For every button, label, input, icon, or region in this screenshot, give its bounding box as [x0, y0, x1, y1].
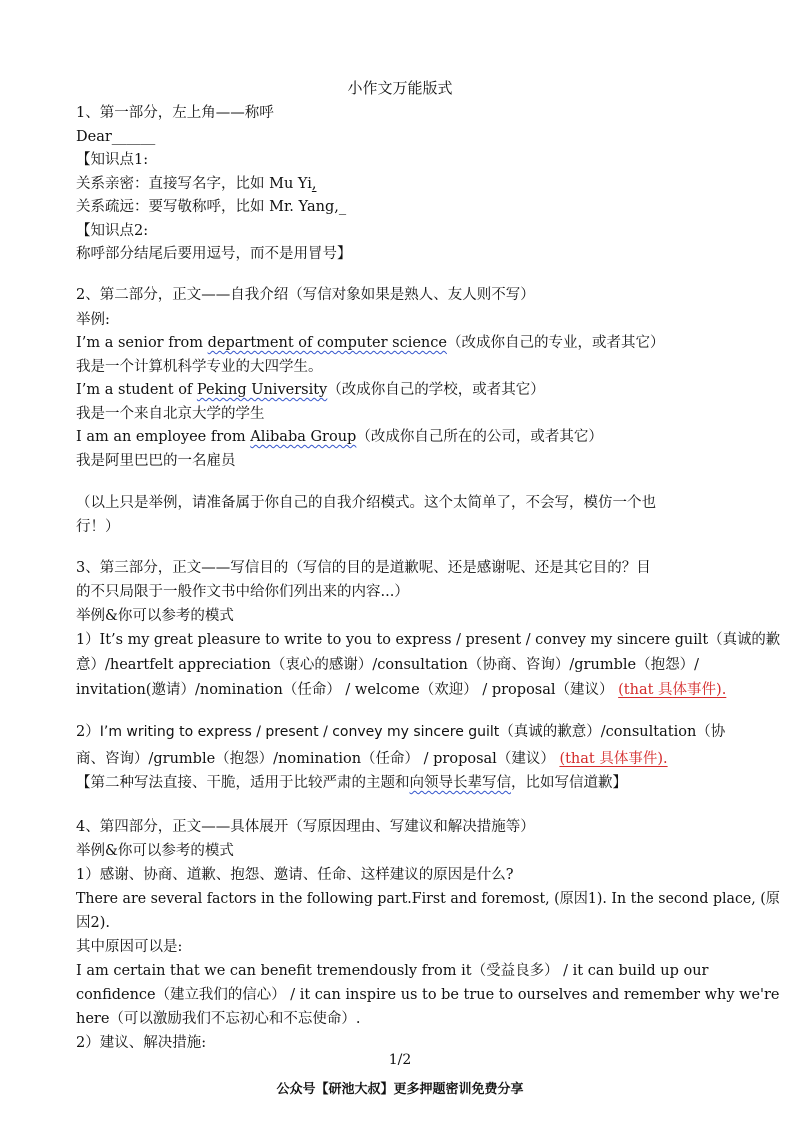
example-3-en: [76, 427, 603, 447]
knowledge-point-2-label: 【知识点2:: [76, 223, 149, 239]
pattern-2-note: [76, 773, 627, 793]
pattern-2-options: （真诚的歉意）/consultation（协: [499, 724, 726, 740]
knowledge-point-2-text: 称呼部分结尾后要用逗号，而不是用冒号】: [76, 246, 352, 262]
example-1-note: （改成你自己的专业，或者其它）: [446, 335, 665, 351]
section-3-heading-1: 3、第三部分，正文——写信目的（写信的目的是道歉呢、还是感谢呢、还是其它目的？目: [76, 560, 651, 576]
example-3-note: （改成你自己所在的公司，或者其它）: [356, 429, 603, 445]
pattern-2-line-2: [76, 749, 668, 769]
example-2-school: Peking University: [196, 382, 328, 398]
section-2-note-2: 行！）: [76, 519, 120, 535]
example-3-cn: 我是阿里巴巴的一名雇员: [76, 453, 236, 469]
section-2-note-1: （以上只是举例，请准备属于你自己的自我介绍模式。这个太简单了，不会写，模仿一个也: [76, 495, 656, 511]
distant-relation-text: 关系疏远：要写敬称呼，比如 Mr. Yang,: [76, 199, 339, 215]
pattern-2-note-highlight: 向领导长辈写信: [409, 775, 511, 791]
pattern-2-event: (that 具体事件).: [559, 751, 668, 767]
reason-line-3: here（可以激励我们不忘初心和不忘使命）.: [76, 1011, 361, 1027]
example-2-prefix: I’m a student of: [76, 382, 197, 398]
factors-line-2: 因2).: [76, 915, 110, 931]
example-2-cn: 我是一个来自北京大学的学生: [76, 406, 265, 422]
pattern-1-options: invitation(邀请）/nomination（任命） / welcome（欢迎） / proposal（建议）: [76, 682, 619, 698]
example-3-prefix: I am an employee from: [76, 429, 251, 445]
distant-relation-line: [76, 197, 346, 217]
section-2-heading: 2、第二部分，正文——自我介绍（写信对象如果是熟人、友人则不写）: [76, 287, 535, 303]
example-2-note: （改成你自己的学校，或者其它）: [327, 382, 545, 398]
pattern-1-event: (that 具体事件).: [618, 682, 727, 698]
section-2-example-label: 举例:: [76, 312, 110, 328]
section-3-heading-2: 的不只局限于一般作文书中给你们列出来的内容...）: [76, 584, 409, 600]
close-relation-line: [76, 174, 316, 194]
reasons-label: 其中原因可以是:: [76, 939, 183, 955]
reason-line-2: confidence（建立我们的信心） / it can inspire us to be true to ourselves and remember why we're: [76, 987, 780, 1003]
close-relation-text: 关系亲密：直接写名字，比如 Mu Yi: [76, 176, 312, 192]
knowledge-point-1-label: 【知识点1:: [76, 152, 149, 168]
pattern-2-line-1: [76, 722, 725, 742]
section-4-heading: 4、第四部分，正文——具体展开（写原因理由、写建议和解决措施等）: [76, 819, 535, 835]
example-1-major: department of computer science: [207, 335, 447, 351]
pattern-2-note-c: ，比如写信道歉】: [511, 775, 627, 791]
pattern-1-line-2: 意）/heartfelt appreciation（衷心的感谢）/consultation（协商、咨询）/grumble（抱怨）/: [76, 657, 699, 673]
pattern-1-line-1: 1）It’s my great pleasure to write to you to express / present / convey my sincere guilt（真诚的歉: [76, 632, 781, 648]
pattern-2-more-options: 商、咨询）/grumble（抱怨）/nomination（任命） / proposal（建议）: [76, 751, 560, 767]
page-title: 小作文万能版式: [347, 79, 453, 97]
question-1: 1）感谢、协商、道歉、抱怨、邀请、任命、这样建议的原因是什么?: [76, 867, 514, 883]
example-3-company: Alibaba Group: [250, 429, 357, 445]
example-2-en: [76, 380, 545, 400]
section-3-example-label: 举例&你可以参考的模式: [76, 608, 234, 624]
question-2: 2）建议、解决措施:: [76, 1035, 207, 1051]
pattern-2-sentence: I’m writing to express / present / convey my sincere guilt: [99, 724, 500, 740]
page-number: 1/2: [388, 1052, 412, 1068]
section-4-example-label: 举例&你可以参考的模式: [76, 843, 234, 859]
dear-line: Dear______: [76, 129, 156, 145]
section-1-heading: 1、第一部分，左上角——称呼: [76, 105, 274, 121]
factors-line-1: There are several factors in the following part.First and foremost, (原因1). In the second place, (原: [76, 891, 780, 907]
example-1-cn: 我是一个计算机科学专业的大四学生。: [76, 359, 323, 375]
pattern-2-number: 2）: [76, 724, 100, 740]
reason-line-1: I am certain that we can benefit tremendously from it（受益良多） / it can build up our: [76, 963, 709, 979]
pattern-1-line-3: [76, 680, 726, 700]
footer-note: 公众号【研池大叔】更多押题密训免费分享: [276, 1082, 524, 1097]
example-1-en: [76, 333, 664, 353]
pattern-2-note-a: 【第二种写法直接、干脆，适用于比较严肃的主题和: [76, 775, 410, 791]
example-1-prefix: I’m a senior from: [76, 335, 208, 351]
close-relation-comma: ,: [311, 176, 317, 192]
distant-relation-blank: _: [338, 199, 347, 215]
